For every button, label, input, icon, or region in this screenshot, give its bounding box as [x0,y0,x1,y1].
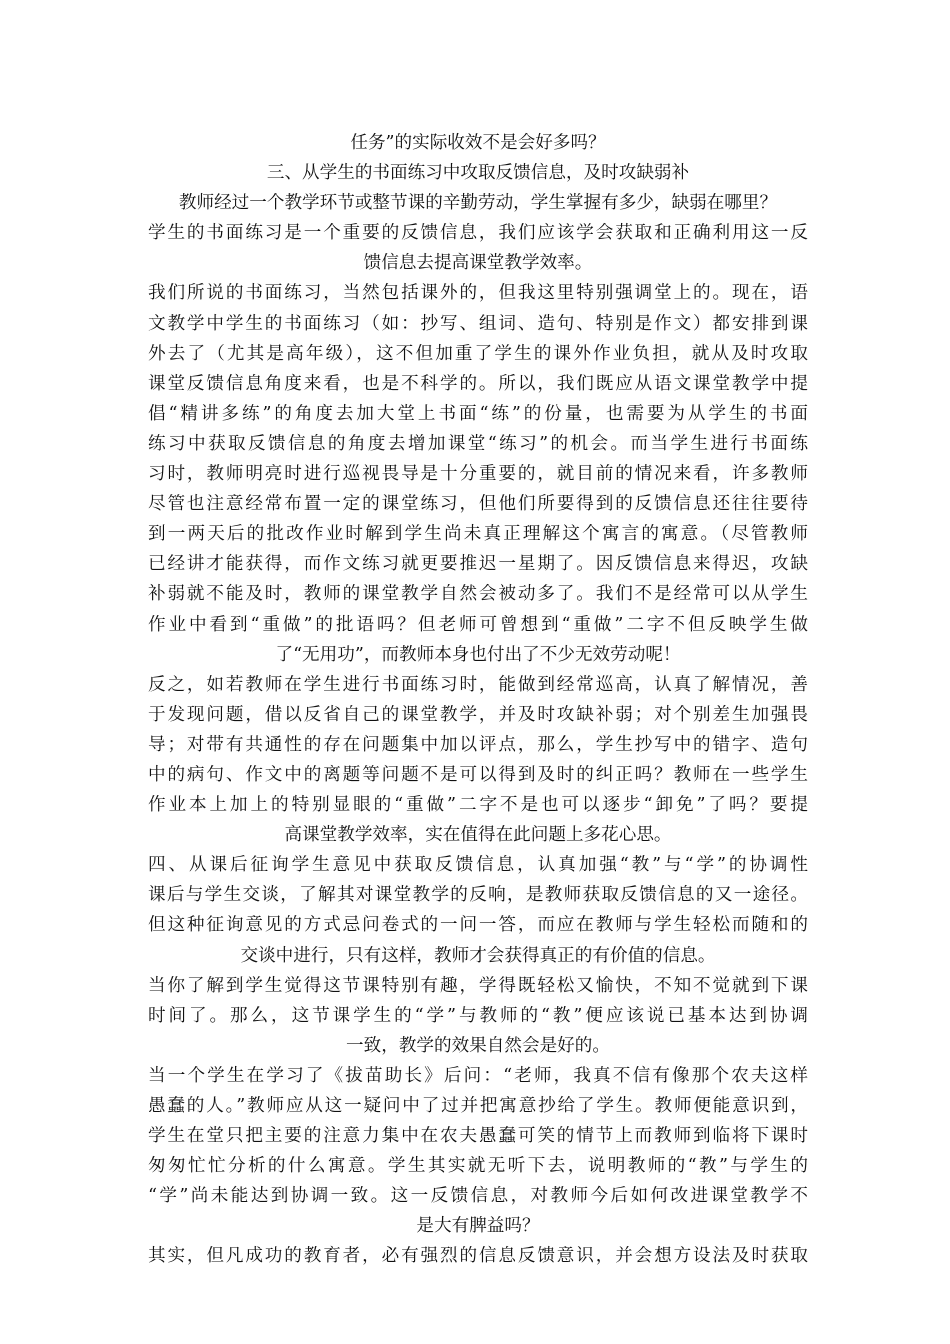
text-line: 学生在堂只把主要的注意力集中在农夫愚蠢可笑的情节上而教师到临将下课时 [148,1126,808,1147]
text-line: 课堂反馈信息角度来看，也是不科学的。所以，我们既应从语文课堂教学中提 [148,373,808,394]
text-line: 课后与学生交谈，了解其对课堂教学的反响，是教师获取反馈信息的又一途径。 [148,885,808,906]
text-line: 匆匆忙忙分析的什么寓意。学生其实就无听下去，说明教师的“教”与学生的 [148,1156,808,1177]
text-line: 三、从学生的书面练习中攻取反馈信息，及时攻缺弱补 [266,163,690,184]
text-line: 一致，教学的效果自然会是好的。 [346,1035,610,1056]
text-line: 已经讲才能获得，而作文练习就更要推迟一星期了。因反馈信息来得迟，攻缺 [148,554,808,575]
text-line: 作业中看到“重做”的批语吗？但老师可曾想到“重做”二字不但反映学生做 [148,614,808,635]
text-line: 其实，但凡成功的教育者，必有强烈的信息反馈意识，并会想方设法及时获取 [148,1246,808,1267]
text-line: 外去了（尤其是高年级），这不但加重了学生的课外作业负担，就从及时攻取 [148,343,808,364]
text-line: 导；对带有共通性的存在问题集中加以评点，那么，学生抄写中的错字、造句 [148,734,808,755]
text-line: 当一个学生在学习了《拔苗助长》后问：“老师，我真不信有像那个农夫这样 [148,1065,808,1086]
text-line: 但这种征询意见的方式忌问卷式的一问一答，而应在教师与学生轻松而随和的 [148,915,808,936]
text-line: 高课堂教学效率，实在值得在此问题上多花心思。 [284,825,672,846]
text-line: 教师经过一个教学环节或整节课的辛勤劳动，学生掌握有多少，缺弱在哪里？ [178,193,778,214]
text-line: 作业本上加上的特别显眼的“重做”二字不是也可以逐步“卸免”了吗？要提 [148,795,808,816]
text-line: 补弱就不能及时，教师的课堂教学自然会被动多了。我们不是经常可以从学生 [148,584,808,605]
text-line: 任务”的实际收效不是会好多吗？ [350,133,606,153]
text-line: 倡“精讲多练”的角度去加大堂上书面“练”的份量，也需要为从学生的书面 [148,403,808,424]
text-line: 到一两天后的批改作业时解到学生尚未真正理解这个寓言的寓意。（尽管教师 [148,524,808,545]
text-line: 尽管也注意经常布置一定的课堂练习，但他们所要得到的反馈信息还往往要待 [148,494,808,515]
text-line: 学生的书面练习是一个重要的反馈信息，我们应该学会获取和正确利用这一反 [148,223,808,244]
text-line: 了“无用功”，而教师本身也付出了不少无效劳动呢！ [275,644,681,665]
text-line: 时间了。那么，这节课学生的“学”与教师的“教”便应该说已基本达到协调 [148,1005,808,1026]
text-line: 练习中获取反馈信息的角度去增加课堂“练习”的机会。而当学生进行书面练 [148,433,808,454]
text-line: 中的病句、作文中的离题等问题不是可以得到及时的纠正吗？教师在一些学生 [148,764,808,785]
text-line: 反之，如若教师在学生进行书面练习时，能做到经常巡高，认真了解情况，善 [148,674,808,695]
text-line: “学”尚未能达到协调一致。这一反馈信息，对教师今后如何改进课堂教学不 [148,1186,808,1207]
text-line: 是大有脾益吗？ [416,1216,540,1237]
text-line: 当你了解到学生觉得这节课特别有趣，学得既轻松又愉快，不知不觉就到下课 [148,975,808,996]
text-line: 馈信息去提高课堂教学效率。 [363,253,593,274]
text-line: 愚蠢的人。”教师应从这一疑问中了过并把寓意抄给了学生。教师便能意识到， [148,1096,808,1116]
text-line: 习时，教师明亮时进行巡视畏导是十分重要的，就目前的情况来看，许多教师 [148,464,808,485]
document-body [148,128,808,1272]
text-line: 我们所说的书面练习，当然包括课外的，但我这里特别强调堂上的。现在，语 [148,283,808,304]
text-line: 交谈中进行，只有这样，教师才会获得真正的有价值的信息。 [240,945,716,966]
text-line: 四、从课后征询学生意见中获取反馈信息，认真加强“教”与“学”的协调性 [148,855,808,876]
text-line: 文教学中学生的书面练习（如：抄写、组词、造句、特别是作文）都安排到课 [148,313,808,334]
text-line: 于发现问题，借以反省自己的课堂教学，并及时攻缺补弱；对个别差生加强畏 [148,704,808,725]
